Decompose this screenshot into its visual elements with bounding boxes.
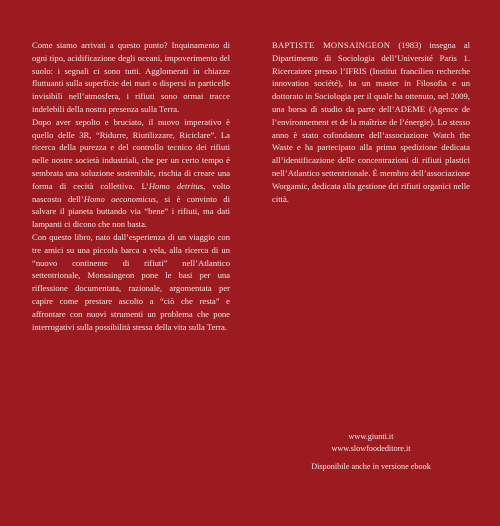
homo-detritus-term: Homo detritus [148, 180, 204, 191]
blurb-text: , si è convinto di salvare il pianeta buttando via “bene” i rifiuti, ma dati lampanti ci dicono che non basta. [32, 193, 230, 230]
blurb-paragraph-3: Con questo libro, nato dall’esperienza di un viaggio con tre amici su una piccola barca a vela, alla ricerca di un “nuovo continente di rifiuti” nell’Atlantico settentrionale, Monsaingeon pone le basi per una riflessione documentata, razionale, argomentata per capire come prestare ascolto a “ciò che resta” e affrontare con nuovi strumenti un problema che pone interrogativi sulla possibilità stessa della vita sulla Terra. [32, 231, 230, 332]
blurb-paragraph-2 [32, 116, 230, 231]
author-bio-column [272, 39, 470, 205]
author-bio-text: (1983) insegna al Dipartimento di Sociologia dell’Université Paris 1. Ricercatore presso l’IFRIS (Institut francilien recherche innovation société), ha un master in Filosofia e un dottorato in Sociologia per il quale ha ottenuto, nel 2009, una borsa di studio da parte dell’ADEME (Agence de l’environnement et de la maîtrise de l’énergie). Lo stesso anno è stato cofondatore dell’associazione Watch the Waste e ha partecipato alla prima spedizione dedicata all’identificazione delle concentrazioni di rifiuti plastici nell’Atlantico settentrionale. È membro dell’associazione Worgamic, dedicata alla gestione dei rifiuti organici nelle città. [272, 40, 470, 204]
blurb-text: , volto nascosto dell’ [32, 180, 230, 204]
homo-oeconomicus-term: Homo oeconomicus [83, 193, 156, 204]
blurb-column [32, 39, 230, 333]
giunti-link[interactable]: www.giunti.it [348, 432, 394, 441]
blurb-paragraph-1: Come siamo arrivati a questo punto? Inquinamento di ogni tipo, acidificazione degli oceani, impoverimento del suolo: i segnali ci sono tutti. Agglomerati in chiazze fluttuanti sulla superficie dei mari o dispersi in particelle invisibili nell’atmosfera, i rifiuti sono ormai tracce indelebili della nostra presenza sulla Terra. [32, 40, 230, 114]
author-bio [272, 39, 470, 205]
slowfood-link[interactable]: www.slowfoodeditore.it [331, 443, 411, 453]
author-name: BAPTISTE MONSAINGEON [272, 40, 391, 50]
publisher-links [272, 431, 470, 454]
ebook-note: Disponibile anche in versione ebook [311, 462, 431, 471]
blurb-text: Dopo aver sepolto e bruciato, il nuovo imperativo è quello delle 3R, “Ridurre, Riutilizzare, Riciclare”. La ricerca della purezza e del controllo tecnico dei rifiuti nelle nostre società industriali, che per un certo tempo è sembrata una soluzione sostenibile, rischia di creare una forma di cecità collettiva. L’ [32, 116, 230, 191]
